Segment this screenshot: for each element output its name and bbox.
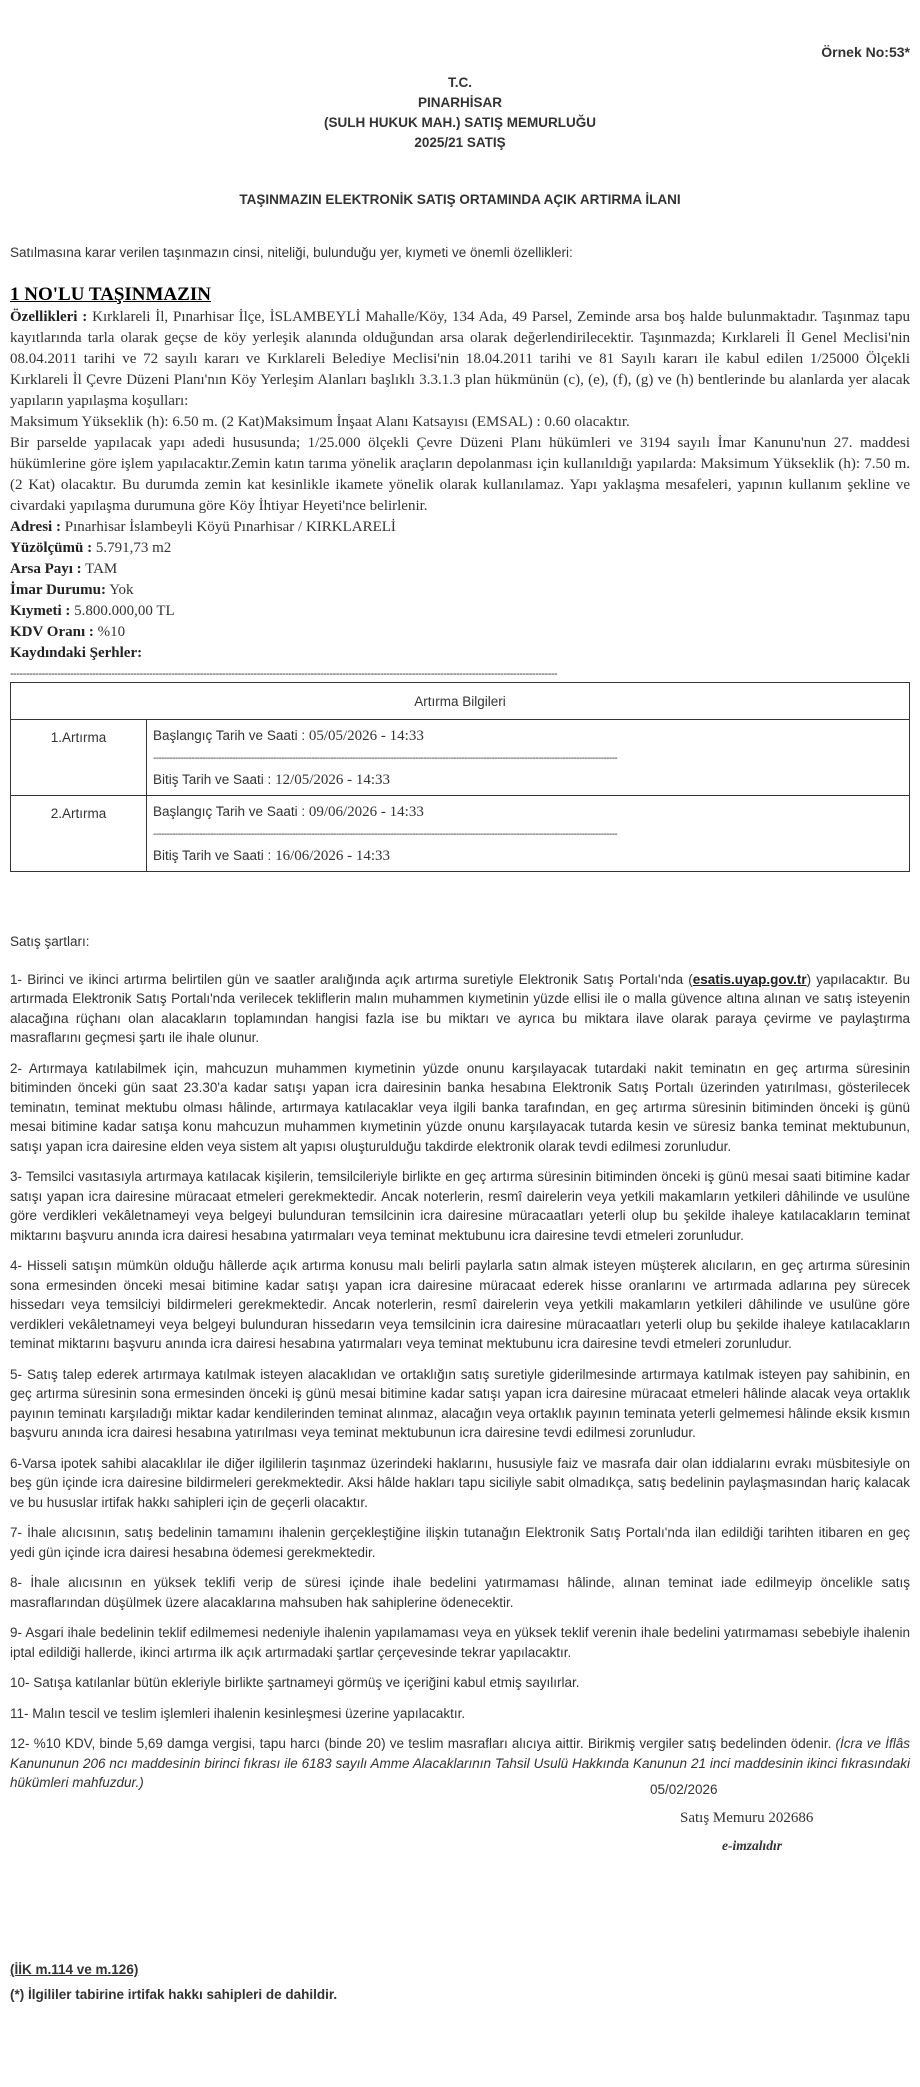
address-label: Adresi : bbox=[10, 519, 61, 535]
start-label: Başlangıç Tarih ve Saati : bbox=[153, 804, 306, 819]
signature-date: 05/02/2026 bbox=[650, 1782, 718, 1797]
property-zoning bbox=[10, 580, 910, 601]
share-value: TAM bbox=[85, 561, 118, 577]
vat-label: KDV Oranı : bbox=[10, 624, 94, 640]
electronic-signature: e-imzalıdır bbox=[722, 1838, 782, 1853]
round-dates bbox=[147, 720, 910, 796]
round-dates bbox=[147, 796, 910, 872]
header-line-tc: T.C. bbox=[447, 75, 472, 90]
header-line-file-no: 2025/21 SATIŞ bbox=[414, 135, 506, 150]
term-12-text: 12- %10 KDV, binde 5,69 damga vergisi, tapu harcı (binde 20) ve teslim masrafları alıcıya aittir. Birikmiş vergiler satış bedelinden ödenir. bbox=[10, 1736, 832, 1751]
features-label: Özellikleri : bbox=[10, 309, 88, 325]
value-amount: 5.800.000,00 TL bbox=[74, 603, 175, 619]
share-label: Arsa Payı : bbox=[10, 561, 82, 577]
address-value: Pınarhisar İslambeyli Köyü Pınarhisar / KIRKLARELİ bbox=[64, 519, 396, 535]
round-separator: -------------------------------------------------------------------------------------------------------------------------------------------------------------------------- bbox=[153, 753, 618, 764]
area-value: 5.791,73 m2 bbox=[95, 540, 172, 556]
round-separator: -------------------------------------------------------------------------------------------------------------------------------------------------------------------------- bbox=[153, 829, 618, 840]
term-1-text: 1- Birinci ve ikinci artırma belirtilen gün ve saatler aralığında açık artırma suretiyle Elektronik Satış Portalı'nda ( bbox=[10, 971, 693, 987]
term-4: 4- Hisseli satışın mümkün olduğu hâllerde açık artırma konusu malı belirli paylarla satın almak isteyen müşterek alıcıların, en geç artırma süresinin sona ermesinden önceki mesai bitimine kadar satışı yapan icra dairesine müracaat ederek hisse oranlarını ve artırmada adlarına pey sürecek hissedarı veya temsilciyi bildirmeleri gerekmektedir. Ancak noterlerin, resmî dairelerin veya yetkili makamların yetkileri dâhilinde ve usulüne göre verdikleri vekâletnameyi veya belgeyi bulunduran hissedarın veya temsilcinin icra dairesine müracaatları yeterli olup bu şekilde ihaleye katılacakların teminat miktarını başvuru anında icra dairesi hesabına yatırmaları veya teminat mektubunu icra dairesine tevdi etmeleri zorunludur. bbox=[10, 1258, 910, 1351]
term-8: 8- İhale alıcısının en yüksek teklifi verip de süresi içinde ihale bedelini yatırmaması hâlinde, alınan teminat iade edilmeyip öncelikle satış masraflarından düşülmek üzere alacaklarına mahsuben hak sahiplerine ödenecektir. bbox=[10, 1575, 910, 1610]
header-line-office: (SULH HUKUK MAH.) SATIŞ MEMURLUĞU bbox=[324, 115, 596, 130]
term-2: 2- Artırmaya katılabilmek için, mahcuzun muhammen kıymetinin yüzde onunu karşılayacak tutardaki nakit teminatın en geç artırma süresinin bitiminden önceki gün saat 23.30'a kadar satışı yapan icra dairesinin banka hesabına Elektronik Satış Portalı üzerinden yatırılması, gösterilecek teminatın, teminat mektubu olması hâlinde, artırmaya katılacaklar veya ilgili banka tarafından, en geç artırma süresinin bitiminden önceki iş günü mesai bitimine kadar satışa konu mahcuzun muhammen kıymetinin yüzde onunu karşılayacak tutarda kesin ve süresiz banka teminat mektubunun, satışı yapan icra dairesine elden veya sistem alt yapısı oluşturulduğu takdirde elektronik olarak tevdi edilmesi zorunludur. bbox=[10, 1060, 910, 1154]
announcement-title: TAŞINMAZIN ELEKTRONİK SATIŞ ORTAMINDA AÇIK ARTIRMA İLANI bbox=[239, 192, 681, 207]
features-text: Kırklareli İl, Pınarhisar İlçe, İSLAMBEYLİ Mahalle/Köy, 134 Ada, 49 Parsel, Zeminde arsa boş halde bulunmaktadır. Taşınmaz tapu kayıtlarında tarla olarak geçse de köy yerleşik alanında olduğundan arsa olarak değerlendirilecektir. Taşınmazda; Kırklareli İl Genel Meclisi'nin 08.04.2011 tarihi ve 72 sayılı kararı ve Kırklareli Belediye Meclisi'nin 18.04.2011 tarihi ve 81 Sayılı kararı ile kabul edilen 1/25000 Ölçekli Kırklareli İl Çevre Düzeni Planı'nın Köy Yerleşim Alanları başlıklı 3.3.1.3 plan hükmünün (c), (e), (f), (g) ve (h) bentlerinde bu alanlarda yer alacak yapıların yapılaşma koşulları: bbox=[10, 309, 911, 409]
property-annotations bbox=[10, 643, 910, 664]
esatis-link[interactable]: esatis.uyap.gov.tr bbox=[692, 971, 807, 987]
end-value: 12/05/2026 - 14:33 bbox=[275, 772, 391, 788]
start-value: 09/06/2026 - 14:33 bbox=[308, 804, 424, 820]
round-end bbox=[153, 772, 903, 789]
auction-round-1 bbox=[11, 720, 910, 796]
property-separator: ----------------------------------------------------------------------------------------------------------------------------------------------------------------------------- bbox=[10, 668, 558, 680]
auction-round-2 bbox=[11, 796, 910, 872]
area-label: Yüzölçümü : bbox=[10, 540, 93, 556]
round-start bbox=[153, 804, 903, 821]
property-section bbox=[10, 283, 910, 685]
term-5: 5- Satış talep ederek artırmaya katılmak isteyen alacaklıdan ve ortaklığın satış suretiyle giderilmesinde artırmaya katılmak isteyen pay sahibinin, en geç artırma süresinin sona ermesinden önceki iş günü mesai bitimine kadar satışı yapan icra dairesine müracaat etmeleri hâlinde alacak veya ortaklık payının teminatı karşıladığı miktar kadar kendilerinden teminat alınmaz, alacağın veya ortaklık payının teminata yeterli gelmemesi hâlinde eksik kısmın başvuru anında icra dairesi hesabına yatırılması veya teminat mektubunun icra dairesine tevdi edilmesi zorunludur. bbox=[10, 1366, 910, 1440]
start-label: Başlangıç Tarih ve Saati : bbox=[153, 728, 306, 743]
term-7: 7- İhale alıcısının, satış bedelinin tamamını ihalenin gerçekleştiğine ilişkin tutanağın Elektronik Satış Portalı'nda ilan edildiği tarihten itibaren en geç yedi gün içinde icra dairesi hesabına ödemesi gerekmektedir. bbox=[10, 1525, 910, 1560]
legal-reference: (İİK m.114 ve m.126) bbox=[10, 1962, 139, 1977]
features-paragraph-2: Bir parselde yapılacak yapı adedi hususunda; 1/25.000 ölçekli Çevre Düzeni Planı hükümleri ve 3194 sayılı İmar Kanunu'nun 27. maddesi hükümlerine göre işlem yapılacaktır.Zemin katın tarıma yönelik araçların depolanması için kullanıldığı yapılarda: Maksimum Yükseklik (h): 7.50 m. (2 Kat) olacaktır. Bu durumda zemin kat kesinlikle ikamete yönelik olarak kullanılamaz. Yapı yaklaşma mesafeleri, yapının kullanım şekline ve civardaki yapılaşma durumuna göre Köy İhtiyar Heyeti'nce belirlenir. bbox=[10, 435, 910, 514]
round-start bbox=[153, 728, 903, 745]
term-9: 9- Asgari ihale bedelinin teklif edilmemesi nedeniyle ihalenin yapılamaması veya en yüksek teklif verenin ihale bedelini yatırmaması sebebiyle ihalenin iptal edildiği hallerde, ikinci artırma ilk açık artırmadaki şartlar çerçevesinde tekrar yapılacaktır. bbox=[10, 1625, 910, 1660]
property-title: 1 NO'LU TAŞINMAZIN bbox=[10, 284, 211, 305]
auction-table bbox=[10, 682, 910, 872]
round-end bbox=[153, 848, 903, 865]
features-line-2: Maksimum Yükseklik (h): 6.50 m. (2 Kat)Maksimum İnşaat Alanı Katsayısı (EMSAL) : 0.60 olacaktır. bbox=[10, 414, 630, 430]
property-vat bbox=[10, 622, 910, 643]
annotations-label: Kaydındaki Şerhler: bbox=[10, 645, 143, 661]
sample-number: Örnek No:53* bbox=[821, 44, 910, 60]
sale-terms bbox=[10, 932, 910, 1804]
round-label: 2.Artırma bbox=[11, 796, 147, 872]
intro-text: Satılmasına karar verilen taşınmazın cinsi, niteliği, bulunduğu yer, kıymeti ve önemli özellikleri: bbox=[10, 245, 573, 260]
term-10: 10- Satışa katılanlar bütün ekleriyle birlikte şartnameyi görmüş ve içeriğini kabul etmiş sayılırlar. bbox=[10, 1675, 580, 1690]
property-share bbox=[10, 559, 910, 580]
start-value: 05/05/2026 - 14:33 bbox=[308, 728, 424, 744]
document-header bbox=[10, 73, 910, 153]
property-value bbox=[10, 601, 910, 622]
term-12 bbox=[10, 1734, 910, 1793]
property-features bbox=[10, 307, 910, 412]
property-address bbox=[10, 517, 910, 538]
value-label: Kıymeti : bbox=[10, 603, 71, 619]
term-11: 11- Malın tescil ve teslim işlemleri ihalenin kesinleşmesi üzerine yapılacaktır. bbox=[10, 1705, 466, 1721]
round-label: 1.Artırma bbox=[11, 720, 147, 796]
signature-officer: Satış Memuru 202686 bbox=[680, 1810, 814, 1826]
term-1 bbox=[10, 970, 910, 1048]
term-1-text-cont: ) yapılacaktır. Bu artırmada Elektronik Satış Portalı'nda verilecek tekliflerin malın muhammen kıymetinin yüzde ellisi ile o malla güvence altına alınan ve satış isteyenin alacağına rüçhanı olan alacakların toplamından hangisi fazla ise bu miktarı ve ayrıca bu miktara ilave olarak paraya çevirme ve paylaştırma masraflarını geçmesi şartı ile ihale olunur. bbox=[10, 971, 910, 1045]
vat-value: %10 bbox=[97, 624, 126, 640]
property-area bbox=[10, 538, 910, 559]
zoning-label: İmar Durumu: bbox=[10, 582, 106, 598]
term-12-legal-note: (İcra ve İflâs Kanununun 206 ncı maddesinin birinci fıkrası ile 6183 sayılı Amme Alacaklarının Tahsil Usulü Hakkında Kanunun 21 inci maddesinin ikinci fıkrasındaki hükümleri mahfuzdur.) bbox=[10, 1736, 910, 1790]
end-label: Bitiş Tarih ve Saati : bbox=[153, 772, 272, 787]
header-line-district: PINARHİSAR bbox=[417, 95, 502, 110]
auction-table-header: Artırma Bilgileri bbox=[11, 683, 910, 720]
end-label: Bitiş Tarih ve Saati : bbox=[153, 848, 272, 863]
terms-caption: Satış şartları: bbox=[10, 934, 90, 949]
zoning-value: Yok bbox=[109, 582, 134, 598]
footnote: (*) İlgililer tabirine irtifak hakkı sahipleri de dahildir. bbox=[10, 1987, 338, 2002]
term-6: 6-Varsa ipotek sahibi alacaklılar ile diğer ilgililerin taşınmaz üzerindeki haklarını, hususiyle faiz ve masrafa dair olan iddialarını evrakı müsbitesiyle on beş gün içinde icra dairesine bildirmeleri gerekmektedir. Aksi hâlde hakları tapu siciliyle sabit olmadıkça, satış bedelinin paylaşmasından hariç kalacak ve bu hususlar irtifak hakkı sahipleri için de geçerli olacaktır. bbox=[10, 1455, 910, 1510]
term-3: 3- Temsilci vasıtasıyla artırmaya katılacak kişilerin, temsilcileriyle birlikte en geç artırma süresinin bitiminden önceki iş günü mesai saati bitimine kadar satışı yapan icra dairesine müracaat etmeleri gerekmektedir. Ancak noterlerin, resmî dairelerin veya yetkili makamların yetkileri dâhilinde ve usulüne göre verdikleri vekâletnameyi veya belgeyi bulunduran temsilcinin icra dairesine müracaatları yeterli olup bu şekilde ihaleye katılacakların teminat miktarını başvuru anında icra dairesi hesabına yatırmaları veya teminat mektubunu icra dairesine tevdi etmeleri zorunludur. bbox=[10, 1169, 910, 1243]
end-value: 16/06/2026 - 14:33 bbox=[275, 848, 391, 864]
